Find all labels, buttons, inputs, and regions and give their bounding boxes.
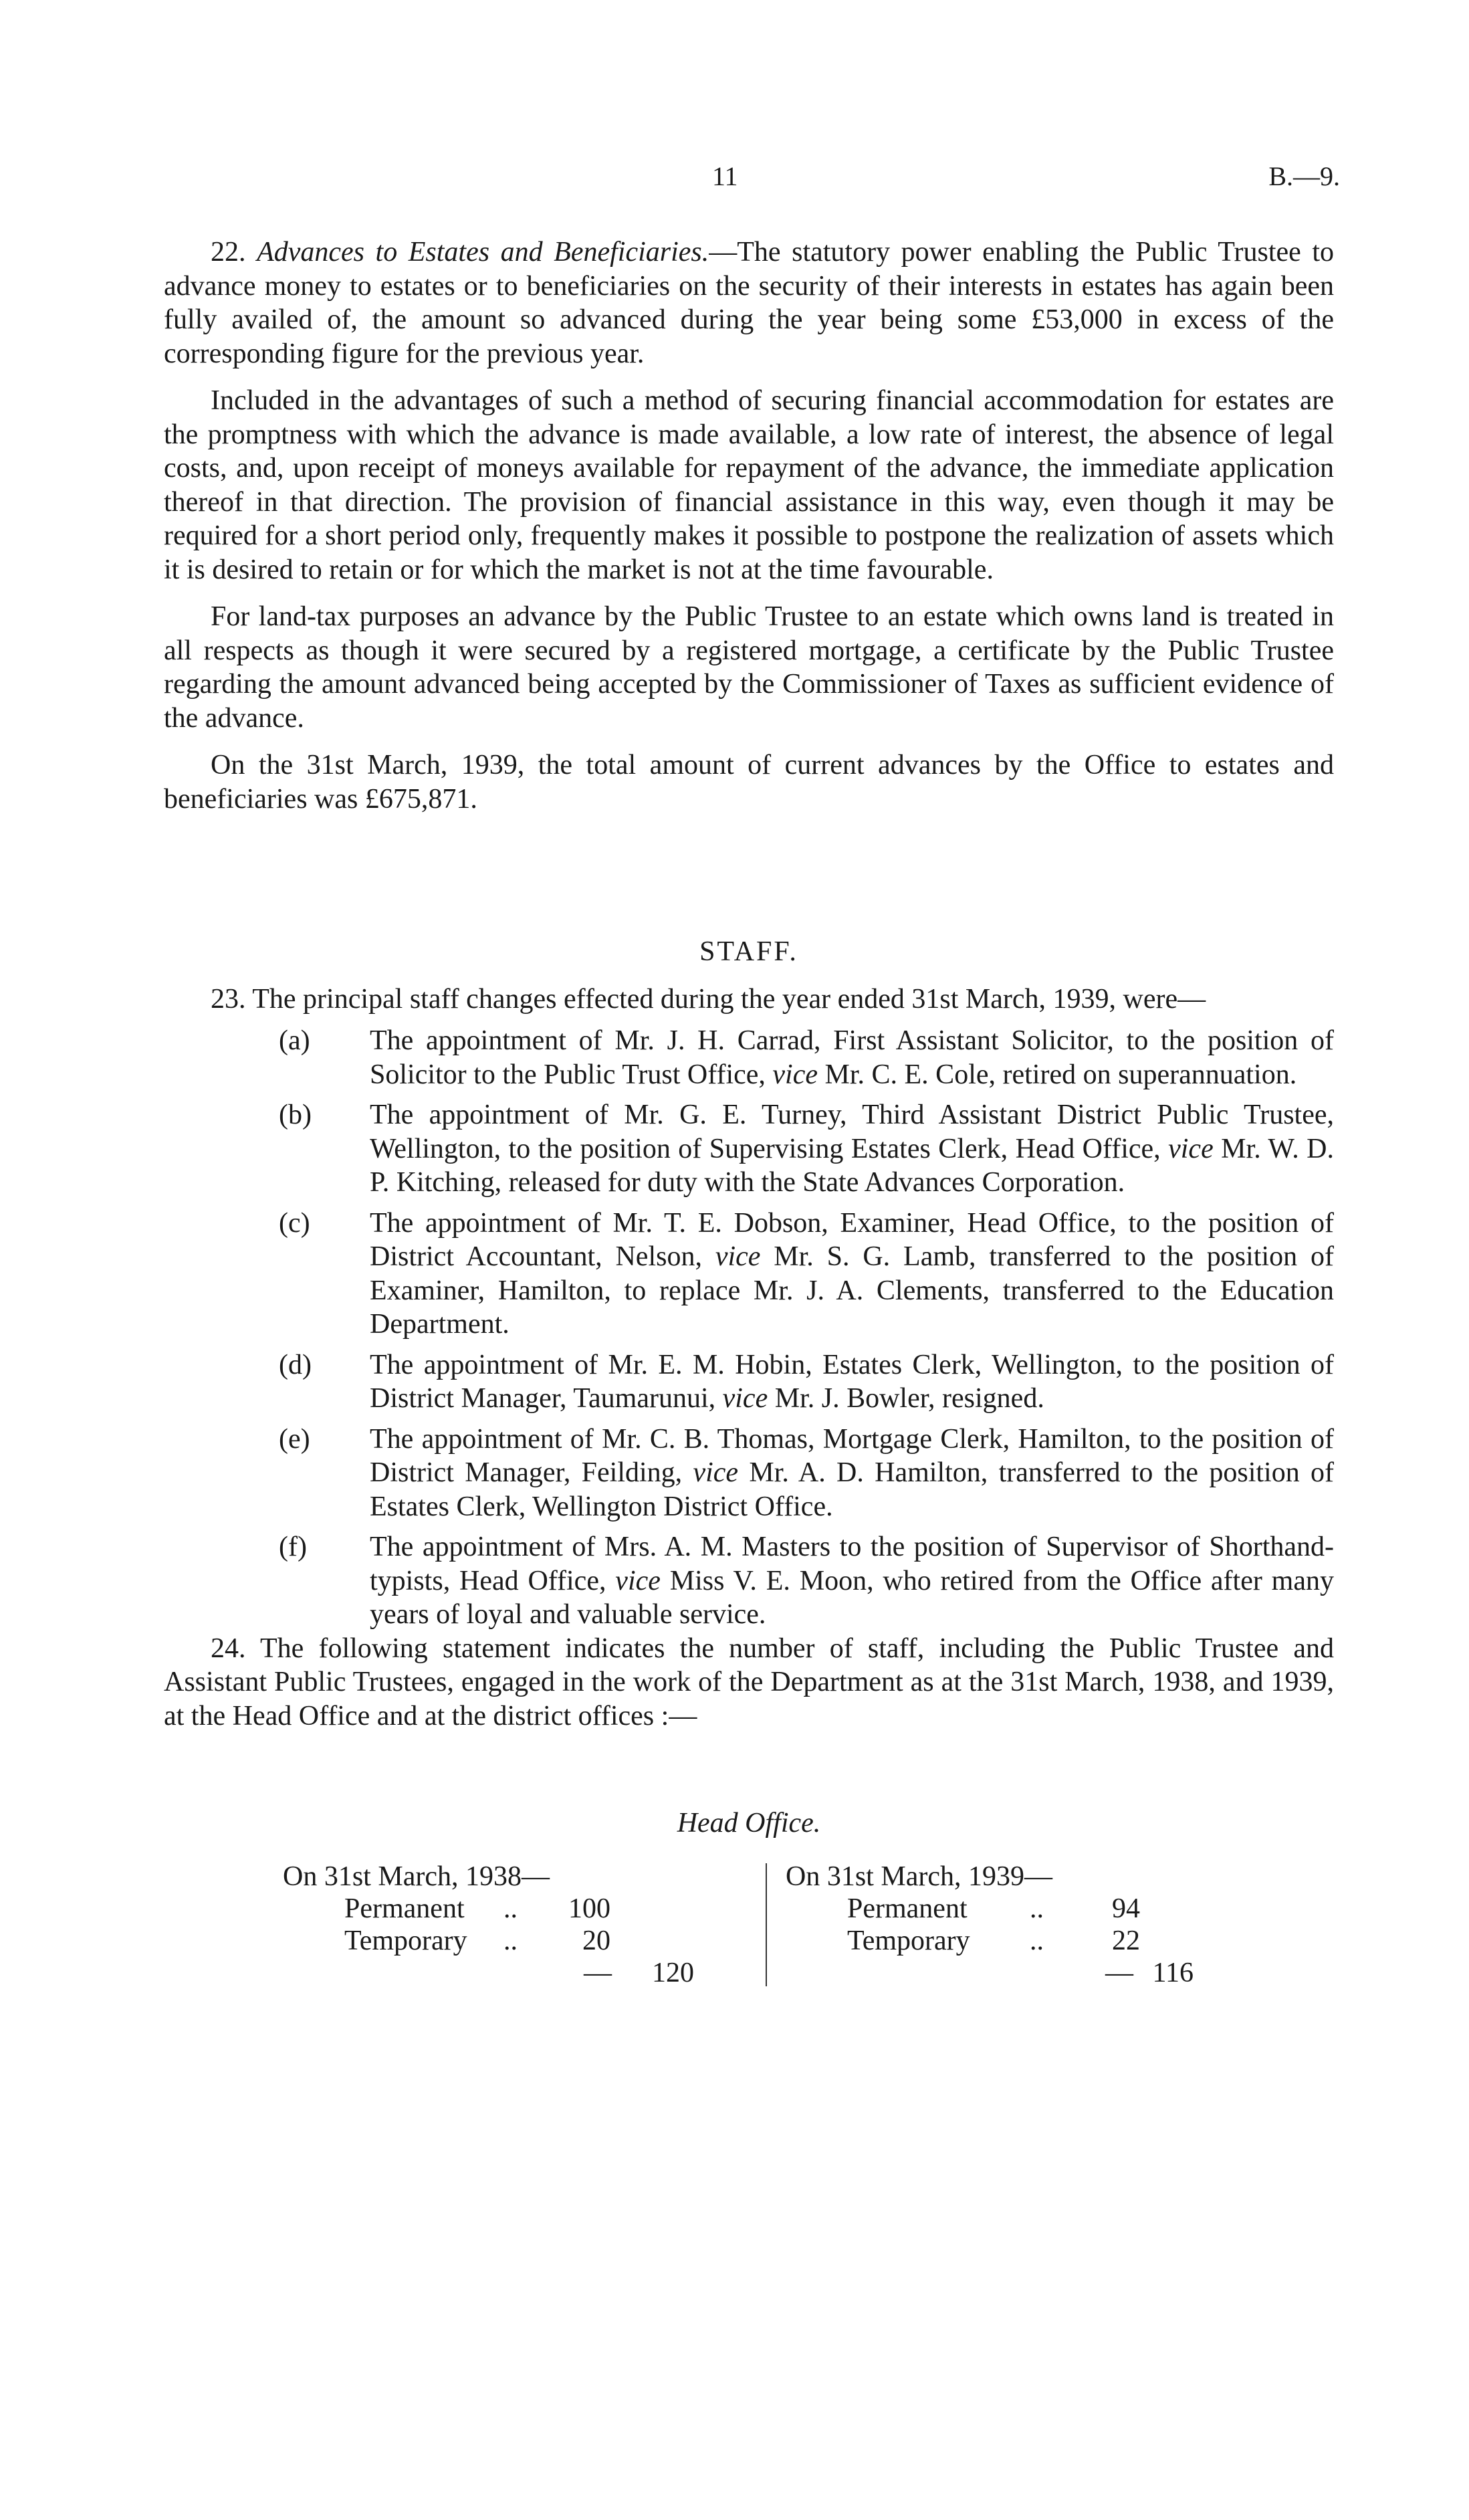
list-item: (a) The appointment of Mr. J. H. Carrad, First Assistant Solicitor, to the position of Solicitor to the Public Trust Office, vice Mr. C. E. Cole, retired on superannuation. [279,1025,1334,1090]
list-item: (f) The appointment of Mrs. A. M. Masters to the position of Supervisor of Shorthand-typists, Head Office, vice Miss V. E. Moon, who retired from the Office after many years of loyal and valuable service. [279,1532,1334,1630]
temporary-1939-value: 22 [1112,1925,1140,1956]
staff-1939-column [786,1861,1387,1989]
permanent-1938-value: 100 [568,1893,610,1924]
list-item-label: (b) [279,1099,312,1130]
permanent-label: Permanent [847,1893,968,1924]
page-number: 11 [712,161,738,191]
staff-intro: 23. The principal staff changes effected during the year ended 31st March, 1939, were— [211,983,1206,1015]
temporary-1938-value: 20 [582,1925,610,1956]
list-item-label: (d) [279,1349,312,1380]
section-22-intro: —The statutory power enabling the Public Trustee to advance money to estates or to beneficiaries on the security of their interests in estates has again been fully availed of, the amount so advanced during the year being some £53,000 in excess of the corresponding figure for the previous year. [164,237,1334,369]
section-22-paragraph-3: For land-tax purposes an advance by the Public Trustee to an estate which owns land is treated in all respects as though it were secured by a registered mortgage, a certificate by the Public Trustee regarding the amount advanced being accepted by the Commissioner of Taxes as sufficient evidence of the advance. [164,601,1334,734]
list-item: (e) The appointment of Mr. C. B. Thomas, Mortgage Clerk, Hamilton, to the position of District Manager, Feilding, vice Mr. A. D. Hamilton, transferred to the position of Estates Clerk, Wellington District Office. [279,1423,1334,1522]
staff-1938-heading: On 31st March, 1938— [283,1861,550,1892]
staff-1939-heading: On 31st March, 1939— [786,1861,1052,1892]
section-22-paragraph-2: Included in the advantages of such a method of securing financial accommodation for estates are the promptness with which the advance is made available, a low rate of interest, the absence of legal costs, and, upon receipt of moneys available for repayment of the advance, the immediate application thereof in that direction. The provision of financial assistance in this way, even though it may be required for a short period only, frequently makes it possible to postpone the realization of assets which it is desired to retain or for which the market is not at the time favourable. [164,385,1334,585]
section-22-paragraph-1 [164,235,1334,371]
total-1938-value: 120 [652,1957,694,1988]
document-body [164,235,1334,1988]
list-item-label: (f) [279,1532,307,1562]
section-22-number: 22. [211,237,246,268]
list-item-label: (e) [279,1423,310,1455]
list-item: (c) The appointment of Mr. T. E. Dobson, Examiner, Head Office, to the position of District Accountant, Nelson, vice Mr. S. G. Lamb, transferred to the position of Examiner, Hamilton, to replace Mr. J. A. Clements, transferred to the Education Department. [279,1207,1334,1340]
leader-dots: .. [1030,1925,1044,1956]
list-item-label: (c) [279,1207,310,1239]
permanent-1939-value: 94 [1112,1893,1140,1924]
section-22-title: Advances to Estates and Beneficiaries. [257,237,709,268]
total-dash: — [1105,1957,1133,1988]
list-item: (b) The appointment of Mr. G. E. Turney, Third Assistant District Public Trustee, Wellington, to the position of Supervising Estates Clerk, Head Office, vice Mr. W. D. P. Kitching, released for duty with the State Advances Corporation. [279,1099,1334,1198]
document-reference: B.—9. [1268,161,1340,191]
section-24-paragraph: 24. The following statement indicates the number of staff, including the Public Trustee and Assistant Public Trustees, engaged in the work of the Department as at the 31st March, 1938, and 1939, at the Head Office and at the district offices :— [164,1633,1334,1731]
list-item-label: (a) [279,1025,310,1056]
permanent-label: Permanent [344,1893,465,1924]
staff-heading: STAFF. [699,936,798,967]
head-office-title: Head Office. [677,1808,821,1839]
staff-changes-list [164,1024,1334,1632]
section-22-paragraph-4: On the 31st March, 1939, the total amount of current advances by the Office to estates and beneficiaries was £675,871. [164,750,1334,815]
column-divider [766,1863,767,1986]
temporary-label: Temporary [847,1925,970,1956]
leader-dots: .. [503,1893,518,1924]
leader-dots: .. [503,1925,518,1956]
total-1939-value: 116 [1152,1957,1194,1988]
head-office-staff-table [164,1861,1334,1988]
temporary-label: Temporary [344,1925,467,1956]
leader-dots: .. [1030,1893,1044,1924]
total-dash: — [584,1957,612,1988]
list-item: (d) The appointment of Mr. E. M. Hobin, Estates Clerk, Wellington, to the position of District Manager, Taumarunui, vice Mr. J. Bowler, resigned. [279,1349,1334,1414]
